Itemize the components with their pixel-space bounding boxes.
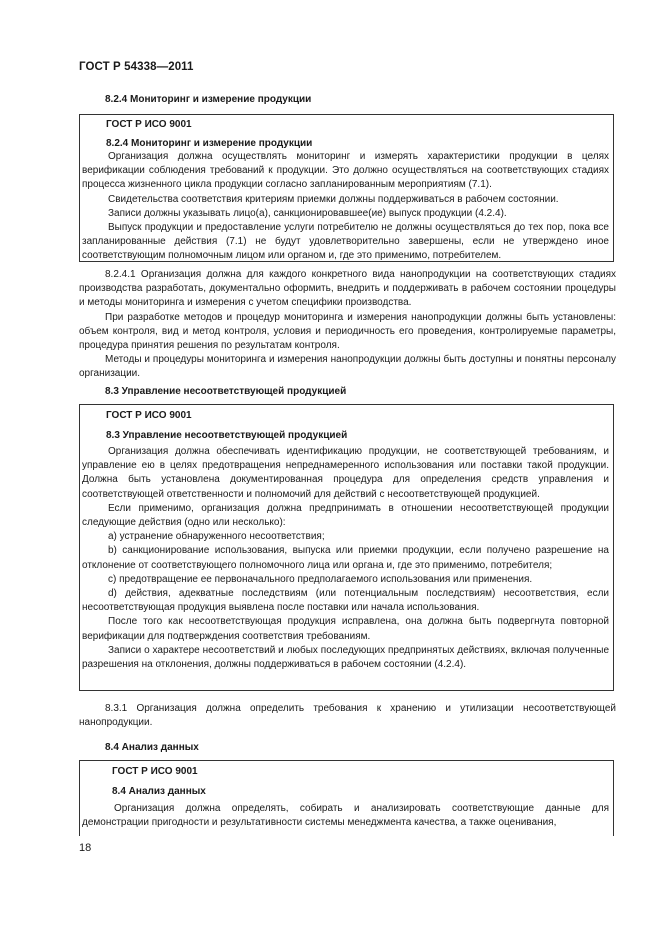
box-paragraph: Организация должна осуществлять мониторинг и измерять характеристики продукции в целях верификации соблюдения требований к продукции. Это должно осуществляться на соответствующих стадиях процесса жизненного цикла продукции согласно запланированным мероприятиям (7.1). bbox=[82, 151, 609, 191]
section-heading: 8.3 Управление несоответствующей продукцией bbox=[105, 386, 347, 397]
quote-box-8-4 bbox=[79, 760, 614, 836]
box-title: ГОСТ Р ИСО 9001 bbox=[106, 119, 192, 130]
page-number: 18 bbox=[79, 842, 92, 854]
section-8-2-4-heading-wrap bbox=[79, 94, 616, 105]
box-paragraph: Если применимо, организация должна предпринимать в отношении несоответствующей продукции следующие действия (одно или несколько): bbox=[82, 502, 609, 529]
box-paragraph: Организация должна определять, собирать и анализировать соответствующие данные для демонстрации пригодности и результативности системы менеджмента качества, а также оценивания, bbox=[82, 803, 609, 829]
box-paragraph: Свидетельства соответствия критериям приемки должны поддерживаться в рабочем состоянии. bbox=[108, 193, 559, 205]
box-paragraph: Записи должны указывать лицо(а), санкционировавшее(ие) выпуск продукции (4.2.4). bbox=[108, 207, 507, 219]
section-8-4-heading-wrap bbox=[79, 742, 616, 753]
box-paragraph: Организация должна обеспечивать идентификацию продукции, не соответствующей требованиям, и управление ею в целях предотвращения непреднамеренного использования или поставки такой продукции. Должна быть установлена документированная процедура для определения средств управления и соответствующей ответственности и полномочий для действий с несоответствующей продукцией. bbox=[82, 446, 609, 500]
box-paragraph: Записи о характере несоответствий и любых последующих предпринятых действиях, включая полученные разрешения на отклонения, должны поддерживаться в рабочем состоянии (4.2.4). bbox=[82, 644, 609, 671]
box-heading: 8.4 Анализ данных bbox=[112, 786, 206, 797]
body-paragraph: При разработке методов и процедур мониторинга и измерения нанопродукции должны быть установлены: объем контроля, вид и метод контроля, условия и периодичность его проведения, контролируемые параметры, процедура принятия решения по результатам контроля. bbox=[79, 311, 616, 352]
section-8-2-4-body bbox=[79, 268, 616, 382]
quote-box-8-2-4 bbox=[79, 114, 614, 262]
box-title: ГОСТ Р ИСО 9001 bbox=[112, 766, 198, 777]
section-heading: 8.4 Анализ данных bbox=[105, 742, 199, 753]
quote-box-8-3 bbox=[79, 404, 614, 691]
box-paragraph: После того как несоответствующая продукция исправлена, она должна быть подвергнута повторной верификации для подтверждения соответствия требованиям. bbox=[82, 616, 609, 642]
box-list-item: b) санкционирование использования, выпуска или приемки продукции, если получено разрешение на отклонение от соответствующего полномочного лица или органа и, где это применимо, потребителя; bbox=[82, 545, 609, 571]
body-paragraph: 8.3.1 Организация должна определить требования к хранению и утилизации несоответствующей нанопродукции. bbox=[79, 703, 616, 729]
section-8-3-body bbox=[79, 702, 616, 730]
section-8-3-heading-wrap bbox=[79, 386, 616, 397]
body-paragraph: Методы и процедуры мониторинга и измерения нанопродукции должны быть доступны и понятны персоналу организации. bbox=[79, 354, 616, 380]
section-heading: 8.2.4 Мониторинг и измерение продукции bbox=[105, 94, 312, 105]
box-list-item: d) действия, адекватные последствиям (или потенциальным последствиям) несоответствия, если несоответствующая продукция выявлена после поставки или начала использования. bbox=[82, 588, 609, 614]
box-paragraph: Выпуск продукции и предоставление услуги потребителю не должны осуществляться до тех пор, пока все запланированные действия (7.1) не будут удовлетворительно завершены, если не утверждено иное соответствующим полномочным лицом или органом и, где это применимо, потребителем. bbox=[82, 222, 609, 262]
box-heading: 8.2.4 Мониторинг и измерение продукции bbox=[106, 138, 313, 149]
box-title: ГОСТ Р ИСО 9001 bbox=[106, 410, 192, 421]
box-list-item: a) устранение обнаруженного несоответствия; bbox=[108, 531, 325, 543]
standard-header: ГОСТ Р 54338—2011 bbox=[79, 61, 194, 73]
body-paragraph: 8.2.4.1 Организация должна для каждого конкретного вида нанопродукции на соответствующих стадиях производства разработать, документально оформить, внедрить и поддерживать в рабочем состоянии процедуры и методы мониторинга и измерения с учетом специфики производства. bbox=[79, 269, 616, 309]
box-list-item: c) предотвращение ее первоначального предполагаемого использования или применения. bbox=[108, 573, 533, 585]
box-heading: 8.3 Управление несоответствующей продукцией bbox=[106, 430, 348, 441]
